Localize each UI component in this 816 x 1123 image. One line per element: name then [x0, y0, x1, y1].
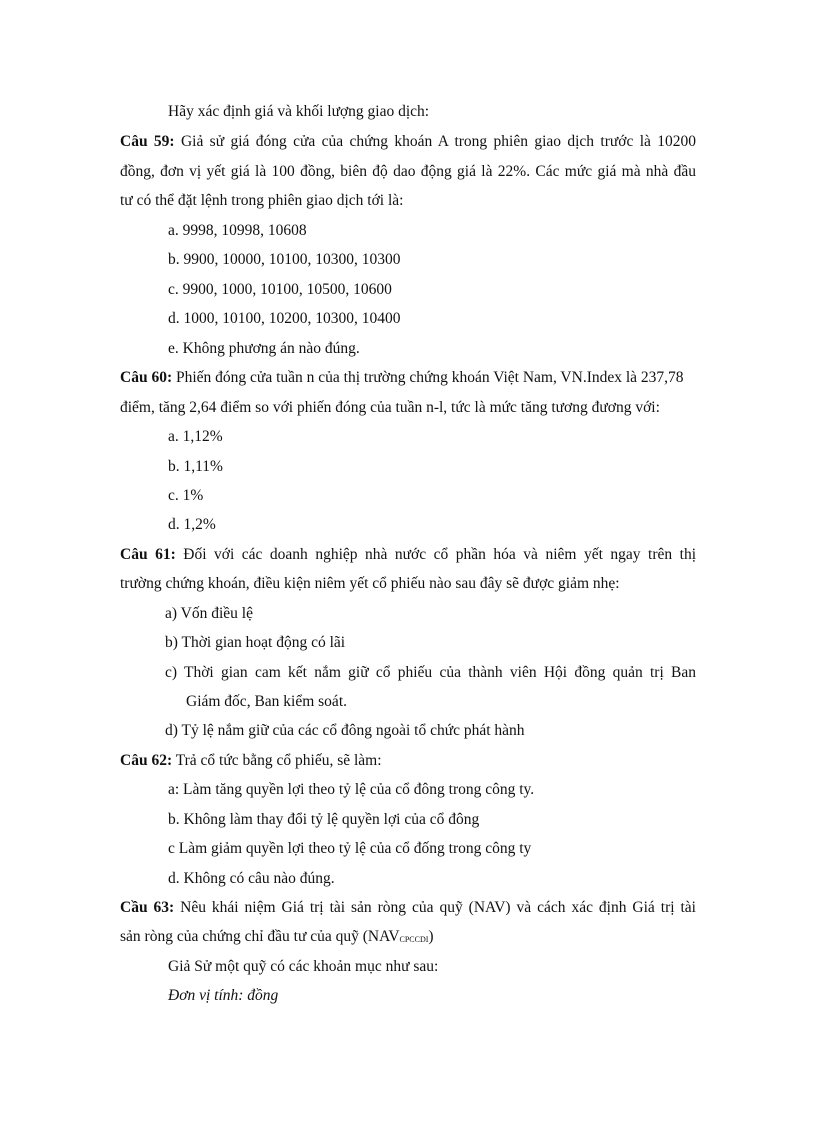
question-60-option-d: d. 1,2% [168, 516, 216, 533]
question-61-line-1 [120, 545, 696, 565]
question-61-option-c: c) Thời gian cam kết nắm giữ cổ phiếu của thành viên Hội đồng quản trị Ban [165, 664, 696, 681]
question-59-text-1: Giả sử giá đóng cửa của chứng khoán A trong phiên giao dịch trước là 10200 [174, 133, 697, 150]
question-59-option-d: d. 1000, 10100, 10200, 10300, 10400 [168, 310, 401, 327]
question-62-line-1 [120, 751, 382, 771]
question-62-option-c: c Làm giảm quyền lợi theo tỷ lệ của cổ đống trong công ty [168, 840, 532, 857]
question-59-line-2: đồng, đơn vị yết giá là 100 đồng, biên độ dao động giá là 22%. Các mức giá mà nhà đầu [120, 163, 696, 180]
question-63-text-1: Nêu khái niệm Giá trị tài sản ròng của quỹ (NAV) và cách xác định Giá trị tài [174, 899, 696, 916]
question-60-option-b: b. 1,11% [168, 458, 223, 475]
question-63-line-2 [120, 927, 434, 950]
intro-text: Hãy xác định giá và khối lượng giao dịch: [168, 103, 430, 120]
question-60-option-c: c. 1% [168, 487, 204, 504]
question-62-option-a: a: Làm tăng quyền lợi theo tỷ lệ của cổ đông trong công ty. [168, 781, 535, 798]
question-59-option-a: a. 9998, 10998, 10608 [168, 222, 307, 239]
question-60-option-a: a. 1,12% [168, 428, 223, 445]
question-59-option-c: c. 9900, 1000, 10100, 10500, 10600 [168, 281, 392, 298]
question-61-text-1: Đối với các doanh nghiệp nhà nước cổ phần hóa và niêm yết ngay trên thị [175, 546, 696, 563]
question-60-line-1 [120, 368, 684, 388]
question-61-label: Câu 61: [120, 546, 176, 563]
question-61-option-c-cont: Giám đốc, Ban kiểm soát. [186, 693, 347, 710]
question-59-label: Câu 59: [120, 133, 175, 150]
question-63-line-3: Giả Sử một quỹ có các khoản mục như sau: [168, 958, 439, 975]
question-63-label: Cầu 63: [120, 899, 175, 916]
nav-subscript: CPCCDI [399, 935, 429, 944]
question-62-label: Câu 62: [120, 752, 173, 769]
question-62-option-b: b. Không làm thay đổi tỷ lệ quyền lợi của cổ đông [168, 811, 480, 828]
question-61-line-2: trường chứng khoán, điều kiện niêm yết cổ phiếu nào sau đây sẽ được giảm nhẹ: [120, 575, 620, 592]
question-59-line-3: tư có thể đặt lệnh trong phiên giao dịch tới là: [120, 192, 404, 209]
question-62-text-1: Trả cổ tức bằng cổ phiếu, sẽ làm: [172, 752, 382, 769]
question-60-line-2: điểm, tăng 2,64 điểm so với phiến đóng của tuần n-l, tức là mức tăng tương đương với: [120, 399, 660, 416]
question-60-label: Câu 60: [120, 369, 173, 386]
question-61-option-b: b) Thời gian hoạt động có lãi [165, 634, 346, 651]
question-63-text-2: sản ròng của chứng chỉ đầu tư của quỹ (NAV [120, 928, 400, 945]
question-63-text-2-end: ) [428, 928, 434, 945]
question-63-line-1 [120, 898, 696, 918]
question-62-option-d: d. Không có câu nào đúng. [168, 870, 335, 887]
question-60-text-1: Phiến đóng cửa tuần n của thị trường chứng khoán Việt Nam, VN.Index là 237,78 [172, 369, 684, 386]
question-61-option-a: a) Vốn điều lệ [165, 605, 253, 622]
question-61-option-d: d) Tỷ lệ nắm giữ của các cổ đông ngoài tổ chức phát hành [165, 722, 525, 739]
question-59-option-b: b. 9900, 10000, 10100, 10300, 10300 [168, 251, 401, 268]
question-59-option-e: e. Không phương án nào đúng. [168, 340, 360, 357]
question-59-line-1 [120, 132, 696, 152]
unit-note: Đơn vị tính: đồng [168, 987, 279, 1004]
